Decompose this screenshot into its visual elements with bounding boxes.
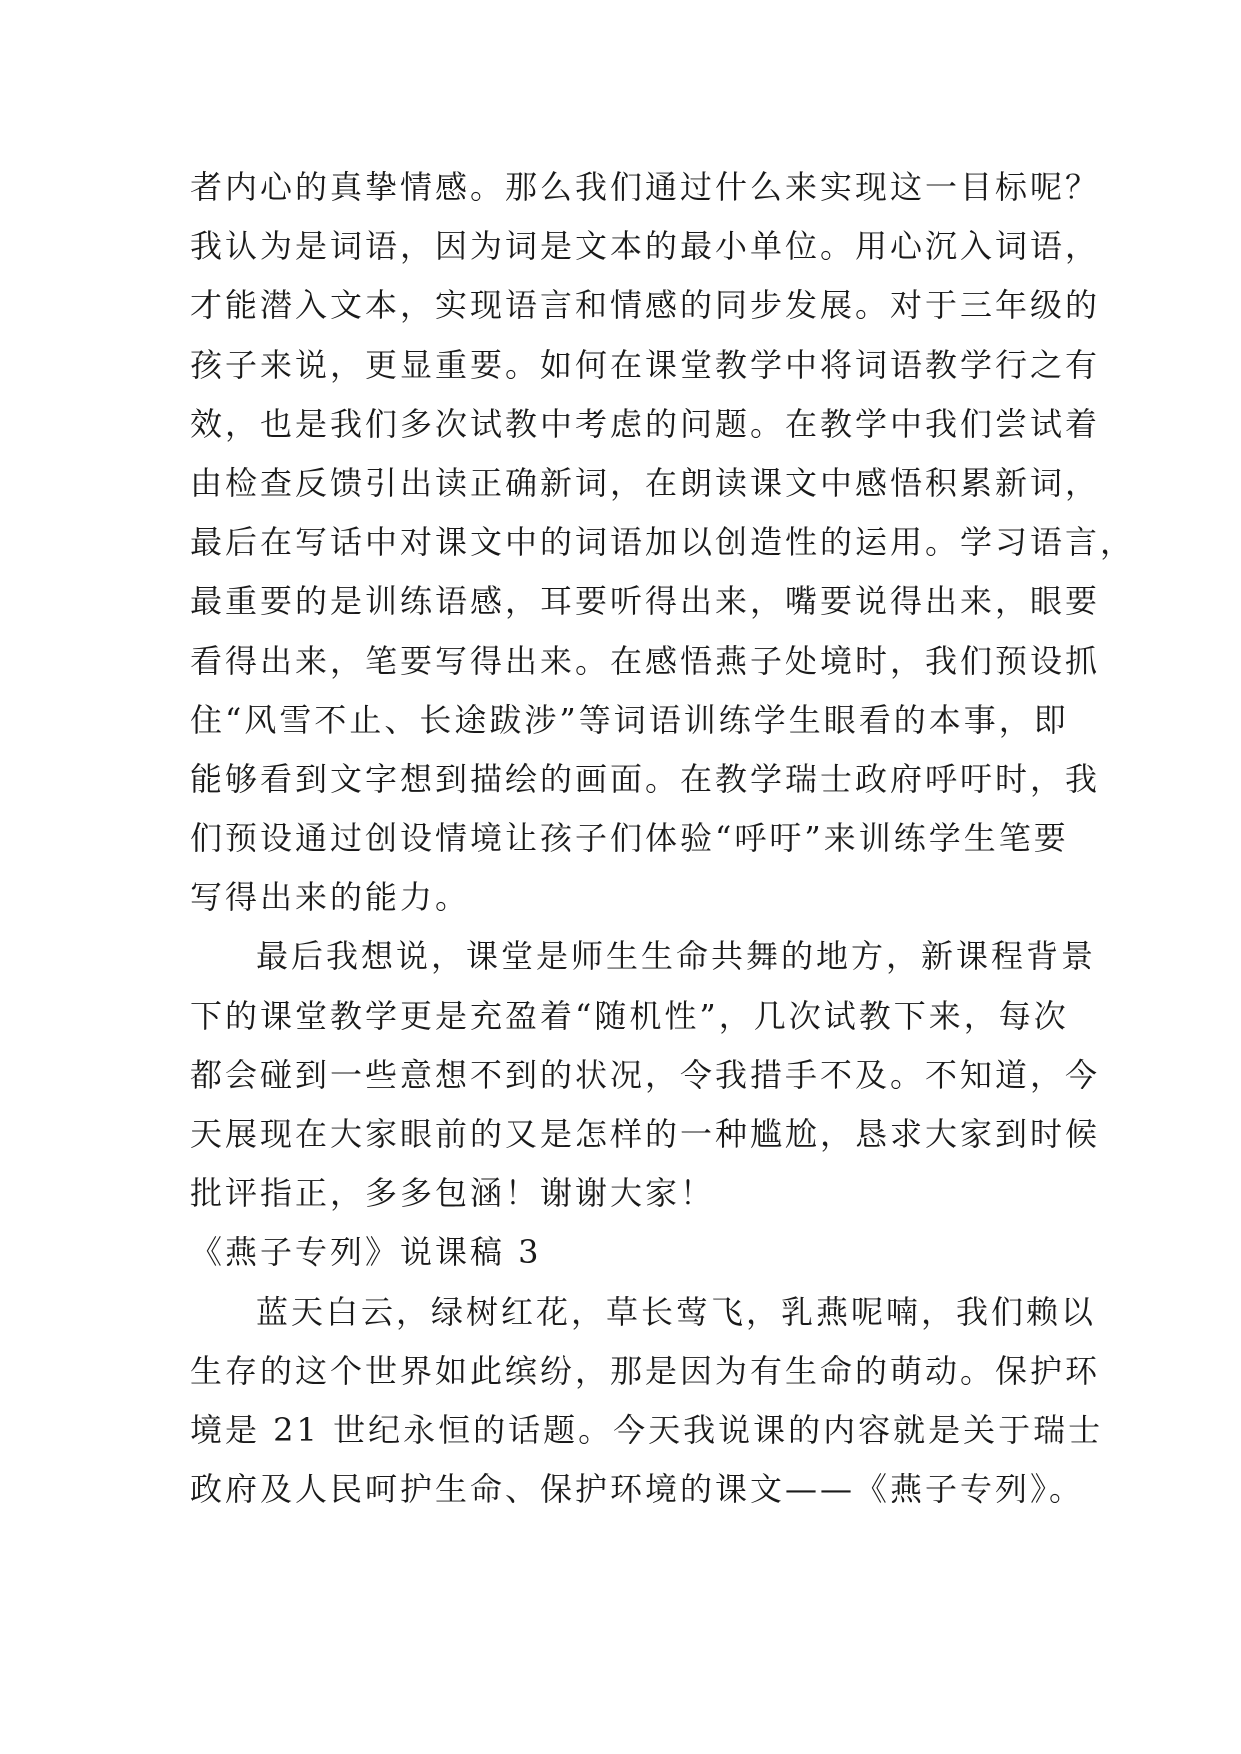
text-line: 者内心的真挚情感。那么我们通过什么来实现这一目标呢？ xyxy=(190,168,1101,206)
document-body xyxy=(190,158,1136,1519)
section-heading: 《燕子专列》说课稿 3 xyxy=(190,1233,542,1272)
text-line: 批评指正，多多包涵！谢谢大家！ xyxy=(190,1174,716,1213)
text-line: 都会碰到一些意想不到的状况，令我措手不及。不知道，今 xyxy=(190,1055,1101,1094)
text-line: 看得出来，笔要写得出来。在感悟燕子处境时，我们预设抓 xyxy=(190,641,1101,680)
text-line: 最重要的是训练语感，耳要听得出来，嘴要说得出来，眼要 xyxy=(190,582,1101,621)
text-line: 才能潜入文本，实现语言和情感的同步发展。对于三年级的 xyxy=(190,286,1101,325)
text-line: 们预设通过创设情境让孩子们体验“呼吁”来训练学生笔要 xyxy=(190,819,1069,858)
text-line: 政府及人民呵护生命、保护环境的课文——《燕子专列》。 xyxy=(190,1470,1085,1509)
text-line: 效，也是我们多次试教中考虑的问题。在教学中我们尝试着 xyxy=(190,404,1101,443)
text-line: 由检查反馈引出读正确新词，在朗读课文中感悟积累新词， xyxy=(190,463,1101,502)
text-line: 最后在写话中对课文中的词语加以创造性的运用。学习语言， xyxy=(190,523,1136,562)
text-line: 住“风雪不止、长途跋涉”等词语训练学生眼看的本事，即 xyxy=(190,700,1069,739)
text-line: 天展现在大家眼前的又是怎样的一种尴尬，恳求大家到时候 xyxy=(190,1115,1101,1153)
text-line: 境是 21 世纪永恒的话题。今天我说课的内容就是关于瑞士 xyxy=(190,1410,1104,1449)
text-line: 能够看到文字想到描绘的画面。在教学瑞士政府呼吁时，我 xyxy=(190,759,1101,798)
text-line: 生存的这个世界如此缤纷，那是因为有生命的萌动。保护环 xyxy=(190,1351,1101,1390)
text-line: 写得出来的能力。 xyxy=(190,878,471,917)
text-line: 孩子来说，更显重要。如何在课堂教学中将词语教学行之有 xyxy=(190,345,1101,384)
paragraph-first-line: 最后我想说，课堂是师生生命共舞的地方，新课程背景 xyxy=(256,937,1097,976)
text-line: 我认为是词语，因为词是文本的最小单位。用心沉入词语， xyxy=(190,227,1101,266)
text-line: 下的课堂教学更是充盈着“随机性”，几次试教下来，每次 xyxy=(190,996,1069,1035)
paragraph-first-line: 蓝天白云，绿树红花，草长莺飞，乳燕呢喃，我们赖以 xyxy=(256,1292,1097,1331)
